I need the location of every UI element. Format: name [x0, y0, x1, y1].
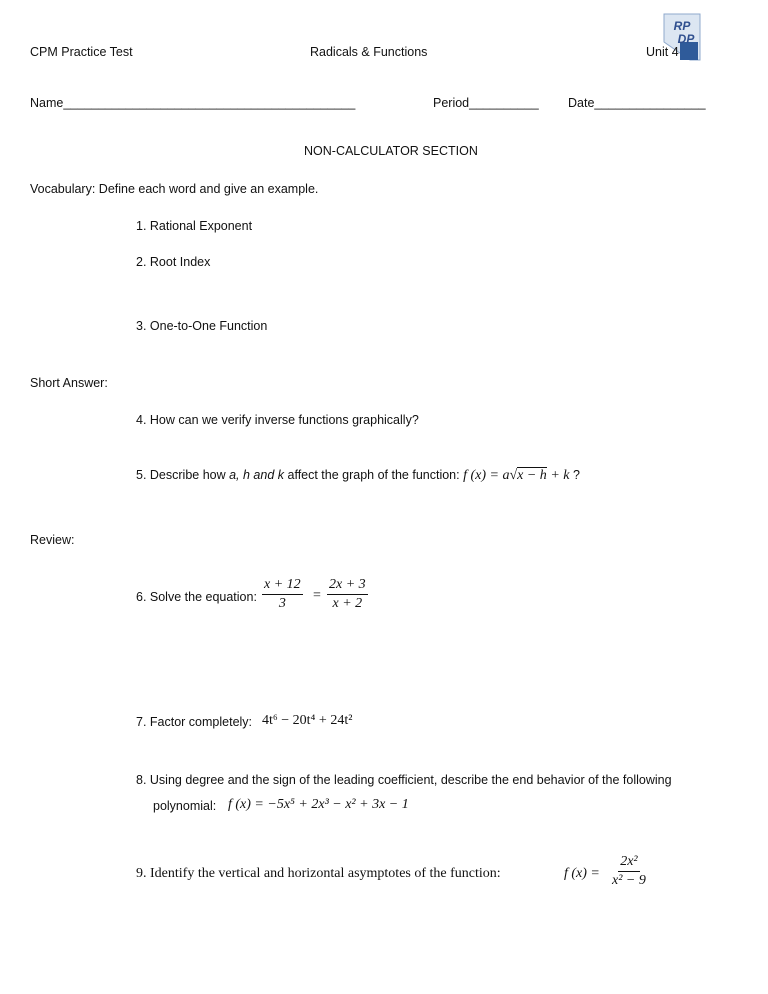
svg-text:DP: DP [677, 32, 695, 46]
q5-equation: f (x) = a [463, 468, 510, 483]
numerator: 2x² [618, 854, 639, 872]
numerator: 2x + 3 [327, 577, 368, 595]
q5-text: affect the graph of the function: [284, 468, 464, 482]
q7-equation: 4t⁶ − 20t⁴ + 24t² [262, 713, 353, 728]
q5-equation: + k [546, 468, 570, 483]
denominator: x + 2 [332, 596, 363, 611]
q8-equation: f (x) = −5x⁵ + 2x³ − x² + 3x − 1 [228, 797, 409, 812]
question-9: 9. Identify the vertical and horizontal asymptotes of the function: [136, 866, 501, 881]
denominator: 3 [278, 596, 286, 611]
numerator: x + 12 [262, 577, 303, 595]
short-answer-heading: Short Answer: [30, 376, 108, 390]
review-heading: Review: [30, 533, 75, 547]
header-topic: Radicals & Functions [310, 45, 428, 59]
vocab-item: 3. One-to-One Function [136, 319, 268, 333]
question-7: 7. Factor completely: [136, 715, 253, 729]
q5-radicand: x − h [517, 468, 547, 483]
question-4: 4. How can we verify inverse functions graphically? [136, 413, 419, 427]
section-title: NON-CALCULATOR SECTION [304, 144, 478, 158]
name-field[interactable]: Name__________________________________________ [30, 96, 356, 110]
q5-text: 5. Describe how [136, 468, 230, 482]
q5-vars: a, h and k [229, 468, 285, 482]
vocab-item: 2. Root Index [136, 255, 211, 269]
question-8-cont: polynomial: [153, 799, 217, 813]
vocab-instructions: Vocabulary: Define each word and give an example. [30, 182, 319, 196]
question-5: 5. Describe how a, h and k affect the graph of the function: f (x) = a√x − h + k ? [136, 468, 580, 483]
period-field[interactable]: Period__________ [433, 96, 539, 110]
header-course: CPM Practice Test [30, 45, 133, 59]
question-8: 8. Using degree and the sign of the leading coefficient, describe the end behavior of the following [136, 773, 672, 787]
svg-text:RP: RP [673, 19, 691, 33]
q6-right-fraction [327, 577, 368, 612]
vocab-item: 1. Rational Exponent [136, 219, 253, 233]
q5-text: ? [569, 468, 580, 482]
q9-fraction [612, 854, 646, 889]
q9-equation: f (x) = [564, 866, 600, 881]
equals-sign: = [313, 588, 321, 603]
q6-left-fraction [262, 577, 303, 612]
question-6: 6. Solve the equation: [136, 590, 257, 604]
header-unit: Unit 4 [646, 45, 679, 59]
denominator: x² − 9 [612, 873, 646, 888]
date-field[interactable]: Date________________ [568, 96, 706, 110]
